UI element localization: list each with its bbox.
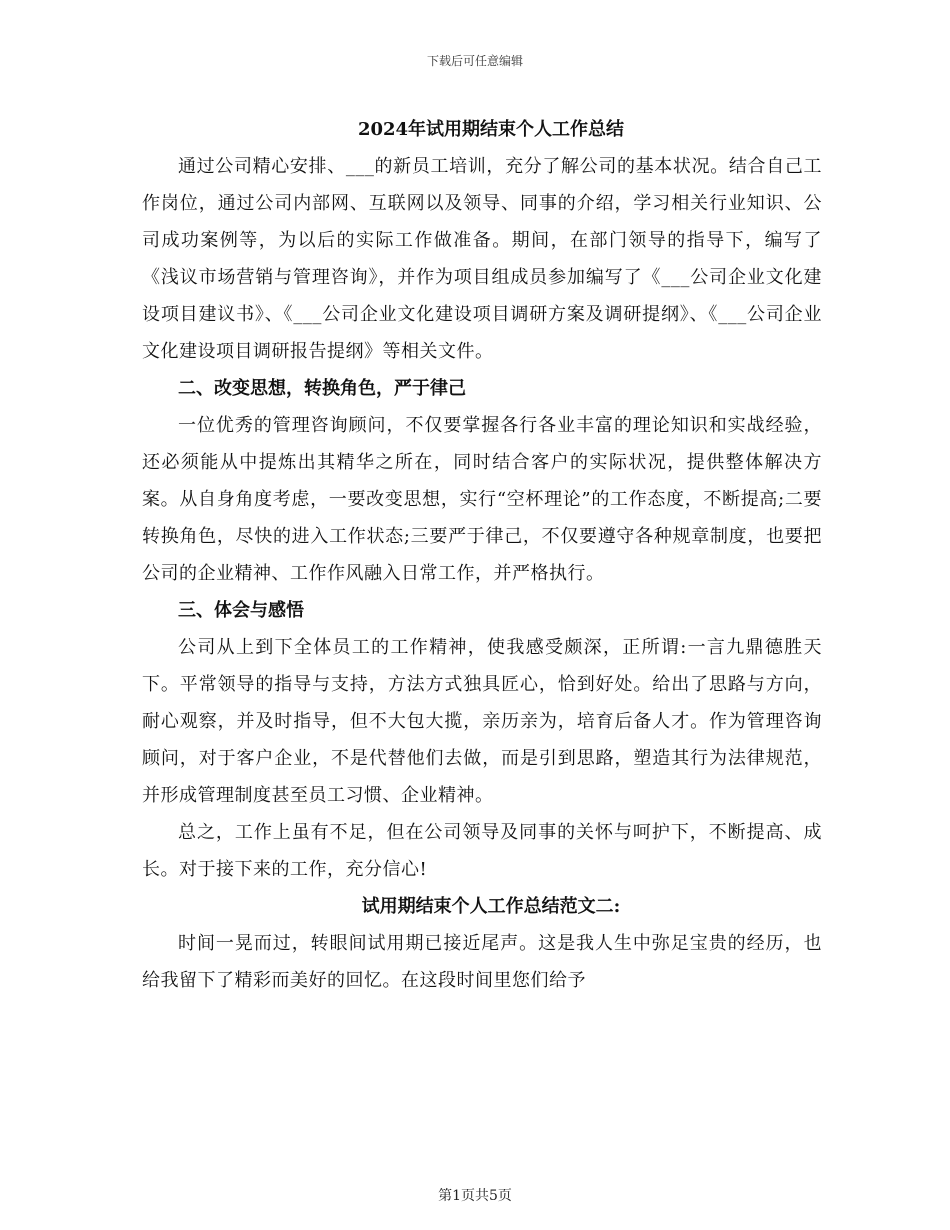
paragraph-experience: 公司从上到下全体员工的工作精神，使我感受颇深，正所谓:一言九鼎德胜天下。平常领导的指导与支持，方法方式独具匠心，恰到好处。给出了思路与方向，耐心观察，并及时指导，但不大包大揽，亲历亲为，培育后备人才。作为管理咨询顾问，对于客户企业，不是代替他们去做，而是引到思路，塑造其行为法律规范，并形成管理制度甚至员工习惯、企业精神。 [142, 637, 822, 806]
page-header: 下载后可任意编辑 [426, 54, 523, 68]
section-heading-2: 二、改变思想，转换角色，严于律己 [178, 378, 466, 399]
document-body [142, 112, 822, 999]
paragraph-conclusion: 总之，工作上虽有不足，但在公司领导及同事的关怀与呵护下，不断提高、成长。对于接下来的工作，充分信心! [142, 822, 822, 880]
paragraph-sample-two: 时间一晃而过，转眼间试用期已接近尾声。这是我人生中弥足宝贵的经历，也给我留下了精彩而美好的回忆。在这段时间里您们给予 [142, 933, 822, 991]
paragraph-change-thinking: 一位优秀的管理咨询顾问，不仅要掌握各行各业丰富的理论知识和实战经验，还必须能从中提炼出其精华之所在，同时结合客户的实际状况，提供整体解决方案。从自身角度考虑，一要改变思想，实行“空杯理论”的工作态度，不断提高;二要转换角色，尽快的进入工作状态;三要严于律己，不仅要遵守各种规章制度，也要把公司的企业精神、工作作风融入日常工作，并严格执行。 [142, 415, 822, 584]
paragraph-intro: 通过公司精心安排、___的新员工培训，充分了解公司的基本状况。结合自己工作岗位，通过公司内部网、互联网以及领导、同事的介绍，学习相关行业知识、公司成功案例等，为以后的实际工作做准备。期间，在部门领导的指导下，编写了《浅议市场营销与管理咨询》，并作为项目组成员参加编写了《___公司企业文化建设项目建议书》、《___公司企业文化建设项目调研方案及调研提纲》、《___公司企业文化建设项目调研报告提纲》等相关文件。 [142, 156, 822, 362]
document-title: 2024年试用期结束个人工作总结 [357, 119, 625, 140]
page-footer: 第1页共5页 [438, 1188, 512, 1204]
section-heading-3: 三、体会与感悟 [178, 600, 304, 621]
sample-two-title: 试用期结束个人工作总结范文二: [361, 896, 621, 917]
